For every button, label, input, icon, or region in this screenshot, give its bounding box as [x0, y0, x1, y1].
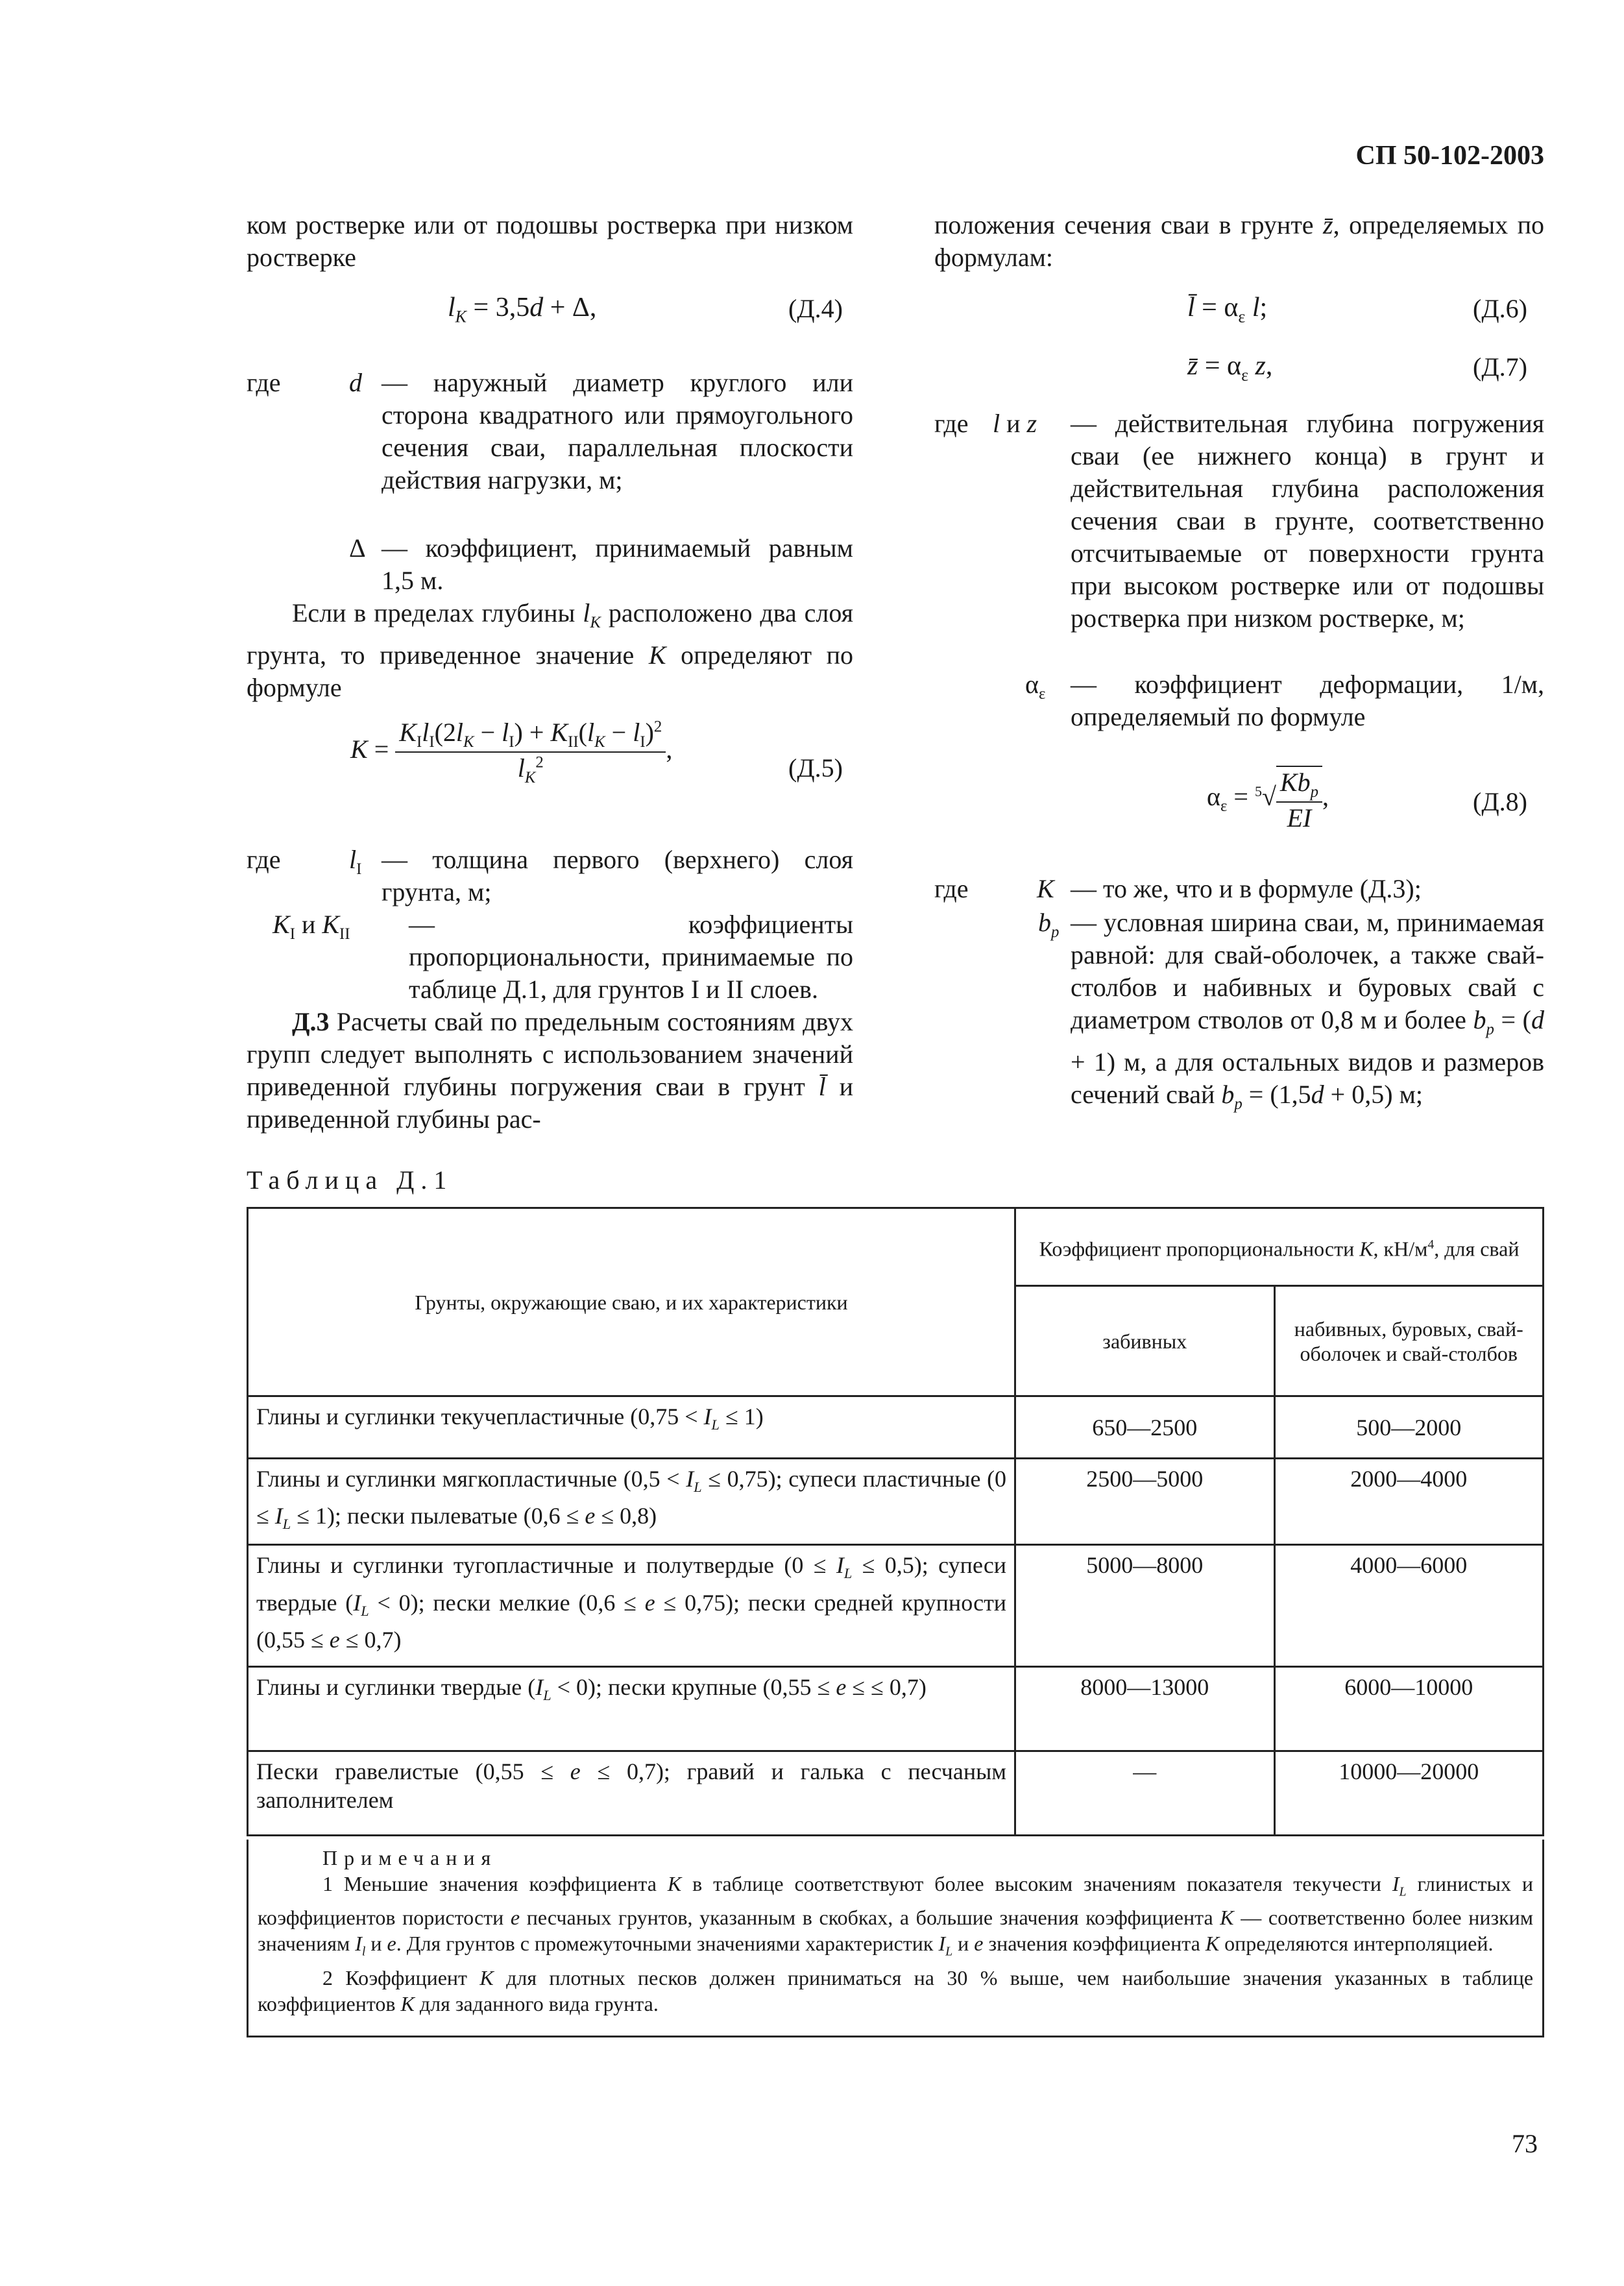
alpha-definition: — коэффициент деформации, 1/м, определяемый по формуле	[1071, 670, 1544, 731]
table-row-4-driven: 8000—13000	[1015, 1667, 1274, 1751]
equation-d4: $l_K = 3,5d + \Delta$,	[448, 293, 597, 326]
symbol-l-and-z: l и z	[993, 409, 1037, 438]
note-2: 2 Коэффициент K для плотных песков должен приниматься на 30 % выше, чем наибольшие значения указанных в таблице коэффициентов K для заданного вида грунта.	[258, 1965, 1534, 2015]
equation-d6-number: (Д.6)	[1473, 294, 1527, 323]
d-definition: — наружный диаметр круглого или сторона квадратного или прямоугольного сечения сваи, параллельная плоскости действия нагрузки, м;	[382, 368, 853, 494]
note-1: 1 Меньшие значения коэффициента K в таблице соответствуют более высоким значениям показателя текучести $I_L$ глинистых и коэффициентов пористости e песчаных грунтов, указанным в скобках, а большие значения коэффициента K — соответственно более низким значениям $I_l$ и e. Для грунтов с промежуточными значениями характеристик $I_L$ и e значения коэффициента K определяются интерполяцией.	[258, 1872, 1534, 1959]
equation-d8: $\alpha_\varepsilon = ^5√$ $\frac{Kb_p}{EI}$ ,	[1207, 766, 1329, 833]
table-row-2-soil: Глины и суглинки мягкопластичные $(0,5 < I_L \le 0,75)$; супеси пластичные $(0 \le I_L \le 1)$; пески пылеватые (0,6 ≤ e ≤ 0,8)	[248, 1459, 1015, 1545]
where-label-3: где	[934, 409, 969, 438]
table-notes	[247, 1840, 1544, 2037]
equation-d5: K = $\frac{K_Il_I(2l_K - l_I) + K_{II}(l_K - l_I)^2}{l_K^2}$ ,	[350, 718, 673, 786]
k-paragraph: Если в пределах глубины $l_K$ расположено два слоя грунта, то приведенное значение K определяют по формуле	[247, 598, 854, 702]
table-row-5-driven: —	[1015, 1751, 1274, 1836]
header-coefficient: Коэффициент пропорциональности K, $кН/м^4$, для свай	[1015, 1208, 1544, 1286]
header-soil: Грунты, окружающие сваю, и их характеристики	[248, 1208, 1015, 1396]
table-row-5-bored: 10000—20000	[1274, 1751, 1543, 1836]
symbol-d: d	[349, 368, 362, 397]
left-intro: ком ростверке или от подошвы ростверка при низком ростверке	[247, 210, 853, 272]
table-row-3-soil: Глины и суглинки тугопластичные и полутвердые $(0 \le I_L \le 0,5)$; супеси твердые $(I_L < 0)$; пески мелкие (0,6 ≤ e ≤ 0,75); пески средней крупности (0,55 ≤ e ≤ 0,7)	[248, 1545, 1015, 1667]
lz-definition: — действительная глубина погружения сваи (ее нижнего конца) в грунт и действительная глубина расположения сечения сваи в грунте, соответственно отсчитываемые от поверхности грунта при высоком ростверке или от подошвы ростверка при низком ростверке, м;	[1071, 409, 1544, 633]
equation-d8-number: (Д.8)	[1473, 787, 1527, 816]
where-label: где	[247, 368, 281, 397]
section-d3-paragraph: Д.3 Расчеты свай по предельным состояниям двух групп следует выполнять с использованием значений приведенной глубины погружения сваи в грунт l̄ и приведенной глубины рас-	[247, 1007, 854, 1134]
table-row-2-driven: 2500—5000	[1015, 1459, 1274, 1545]
header-driven-piles: забивных	[1015, 1286, 1274, 1396]
table-row-2-bored: 2000—4000	[1274, 1459, 1543, 1545]
equation-d7-number: (Д.7)	[1473, 352, 1527, 382]
table-row-3-driven: 5000—8000	[1015, 1545, 1274, 1667]
table-row-4-bored: 6000—10000	[1274, 1667, 1543, 1751]
delta-definition: — коэффициент, принимаемый равным 1,5 м.	[382, 533, 853, 595]
equation-d4-number: (Д.4)	[788, 294, 843, 323]
table-row-4-soil: Глины и суглинки твердые $(I_L < 0)$; пески крупные (0,55 ≤ e ≤ ≤ 0,7)	[248, 1667, 1015, 1751]
table-row-1-bored: 500—2000	[1274, 1396, 1543, 1459]
symbol-alpha: $\alpha_\varepsilon$	[1025, 670, 1046, 703]
k-definition: — коэффициенты пропорциональности, принимаемые по таблице Д.1, для грунтов I и II слоев.	[409, 910, 853, 1004]
symbol-bp: $b_p$	[1038, 908, 1060, 941]
where-label-4: где	[934, 874, 969, 903]
l1-definition: — толщина первого (верхнего) слоя грунта, м;	[382, 845, 853, 906]
document-code: СП 50-102-2003	[1355, 141, 1544, 171]
right-intro: положения сечения сваи в грунте z̄, определяемых по формулам:	[934, 210, 1544, 272]
equation-d5-number: (Д.5)	[788, 753, 843, 783]
table-row-1-driven: 650—2500	[1015, 1396, 1274, 1459]
notes-title: Примечания	[322, 1846, 498, 1869]
table-row-3-bored: 4000—6000	[1274, 1545, 1543, 1667]
k-reference: — то же, что и в формуле (Д.3);	[1071, 874, 1422, 903]
equation-d6: l̄ = $\alpha_\varepsilon$ l;	[1187, 293, 1268, 326]
where-label-2: где	[247, 845, 281, 874]
symbol-delta: Δ	[349, 533, 366, 563]
symbol-k1-k2: $K_I$ и $K_{II}$	[273, 910, 350, 943]
symbol-k: K	[1037, 874, 1054, 903]
page-number: 73	[1512, 2129, 1538, 2158]
bp-definition: — условная ширина сваи, м, принимаемая равной: для свай-оболочек, а также свай-столбов и набивных и буровых свай с диаметром стволов от 0,8 м и более $b_p = (d + 1)$ м, а для остальных видов и размеров сечений свай $b_p = (1,5d + 0,5)$ м;	[1071, 908, 1545, 1113]
equation-d7: z̄ = $\alpha_\varepsilon$ z,	[1187, 351, 1273, 385]
table-caption: Таблица Д.1	[247, 1165, 454, 1195]
symbol-l1: $l_I$	[349, 845, 362, 878]
table-row-1-soil: Глины и суглинки текучепластичные $(0,75 < I_L \le 1)$	[248, 1396, 1015, 1459]
header-bored-piles: набивных, буровых, свай-оболочек и свай-столбов	[1274, 1286, 1543, 1396]
soil-coefficient-table	[247, 1207, 1544, 1836]
table-row-5-soil: Пески гравелистые (0,55 ≤ e ≤ 0,7); гравий и галька с песчаным заполнителем	[248, 1751, 1015, 1836]
